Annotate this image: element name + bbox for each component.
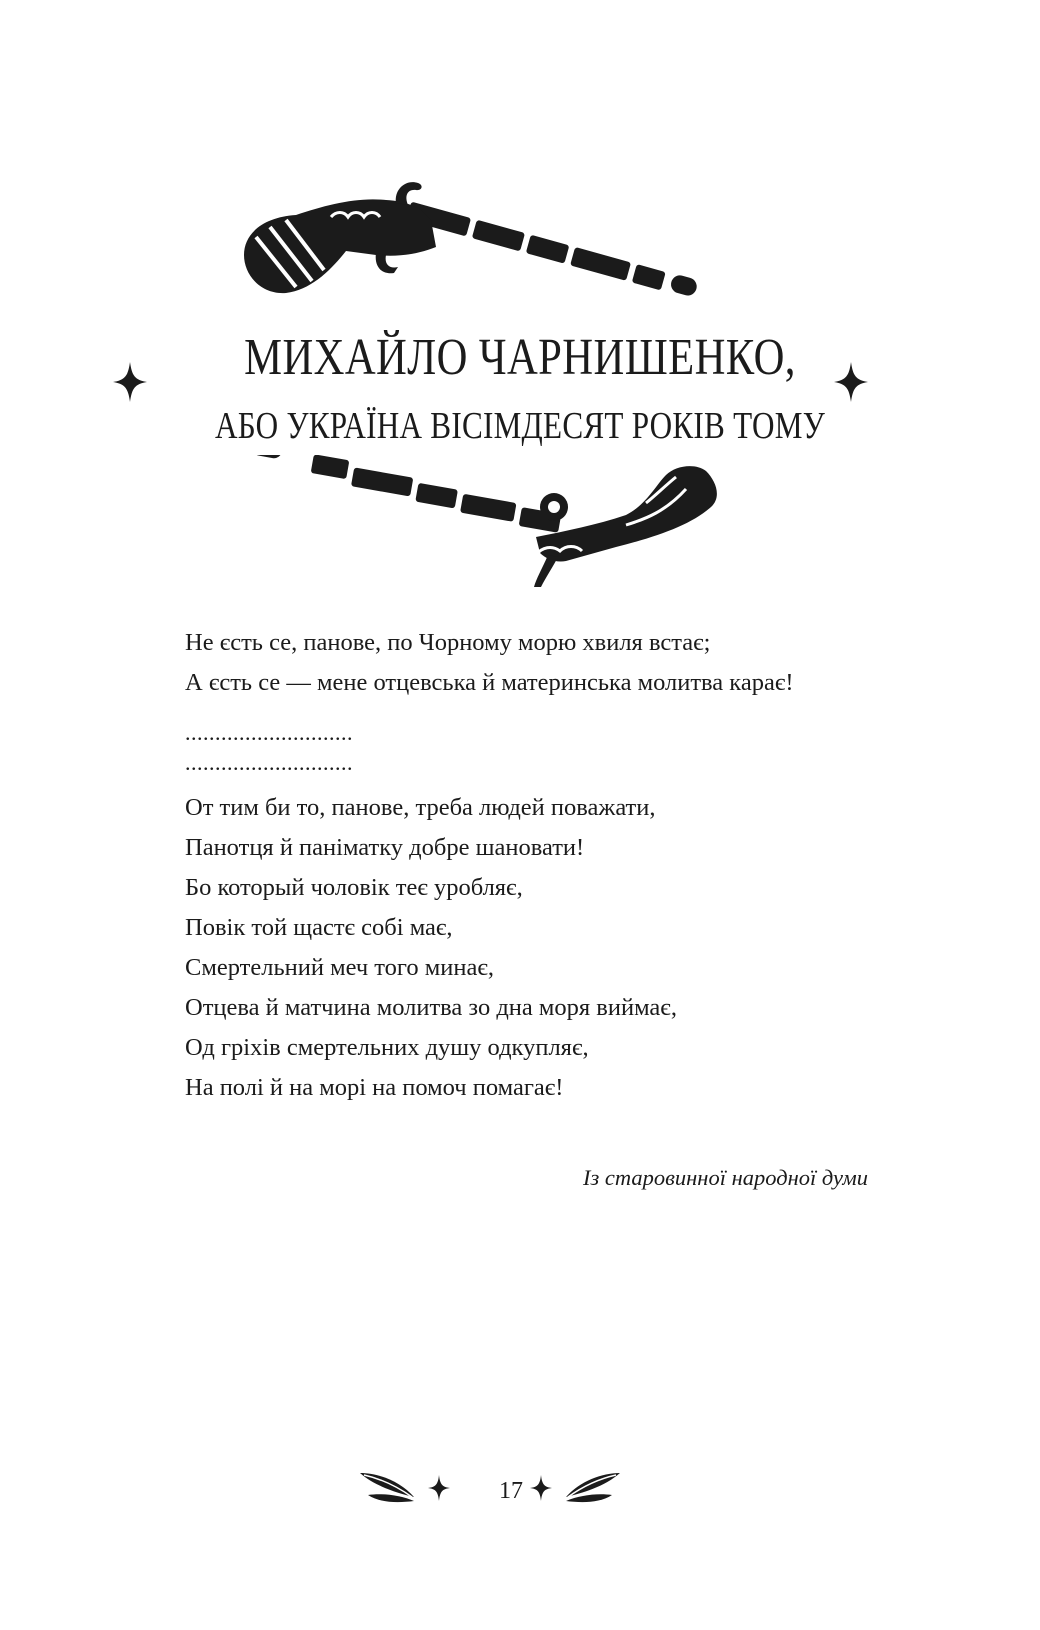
four-point-star-icon [428,1475,450,1501]
poem-line: Повік той щастє собі має, [185,914,453,941]
ellipsis-line: ............................ [185,750,353,775]
page-number: 17 [499,1478,523,1504]
musket-icon [236,455,746,605]
poem-line: От тим би то, панове, треба людей поважати, [185,794,656,821]
leaf-sprig-icon [358,1469,418,1505]
poem-line: А єсть се — мене отцевська й материнська молитва карає! [185,669,794,696]
ellipsis-line: ............................ [185,720,353,745]
epigraph-attribution: Із старовинної народної думи [582,1165,868,1190]
leaf-sprig-icon [562,1469,622,1505]
poem-line: Отцева й матчина молитва зо дна моря виймає, [185,994,677,1021]
poem-line: На полі й на морі на помоч помагає! [185,1074,564,1101]
poem-line: Не єсть се, панове, по Чорному морю хвиля встає; [185,629,711,656]
musket-icon [236,175,746,310]
poem-line: Од гріхів смертельних душу одкупляє, [185,1034,589,1061]
poem-line: Смертельний меч того минає, [185,954,494,981]
chapter-subtitle: АБО УКРАЇНА ВІСІМДЕСЯТ РОКІВ ТОМУ [214,405,826,447]
poem-line: Панотця й паніматку добре шановати! [185,834,585,861]
chapter-title: МИХАЙЛО ЧАРНИШЕНКО, [244,329,796,386]
poem-line: Бо который чоловік теє уробляє, [185,874,523,901]
